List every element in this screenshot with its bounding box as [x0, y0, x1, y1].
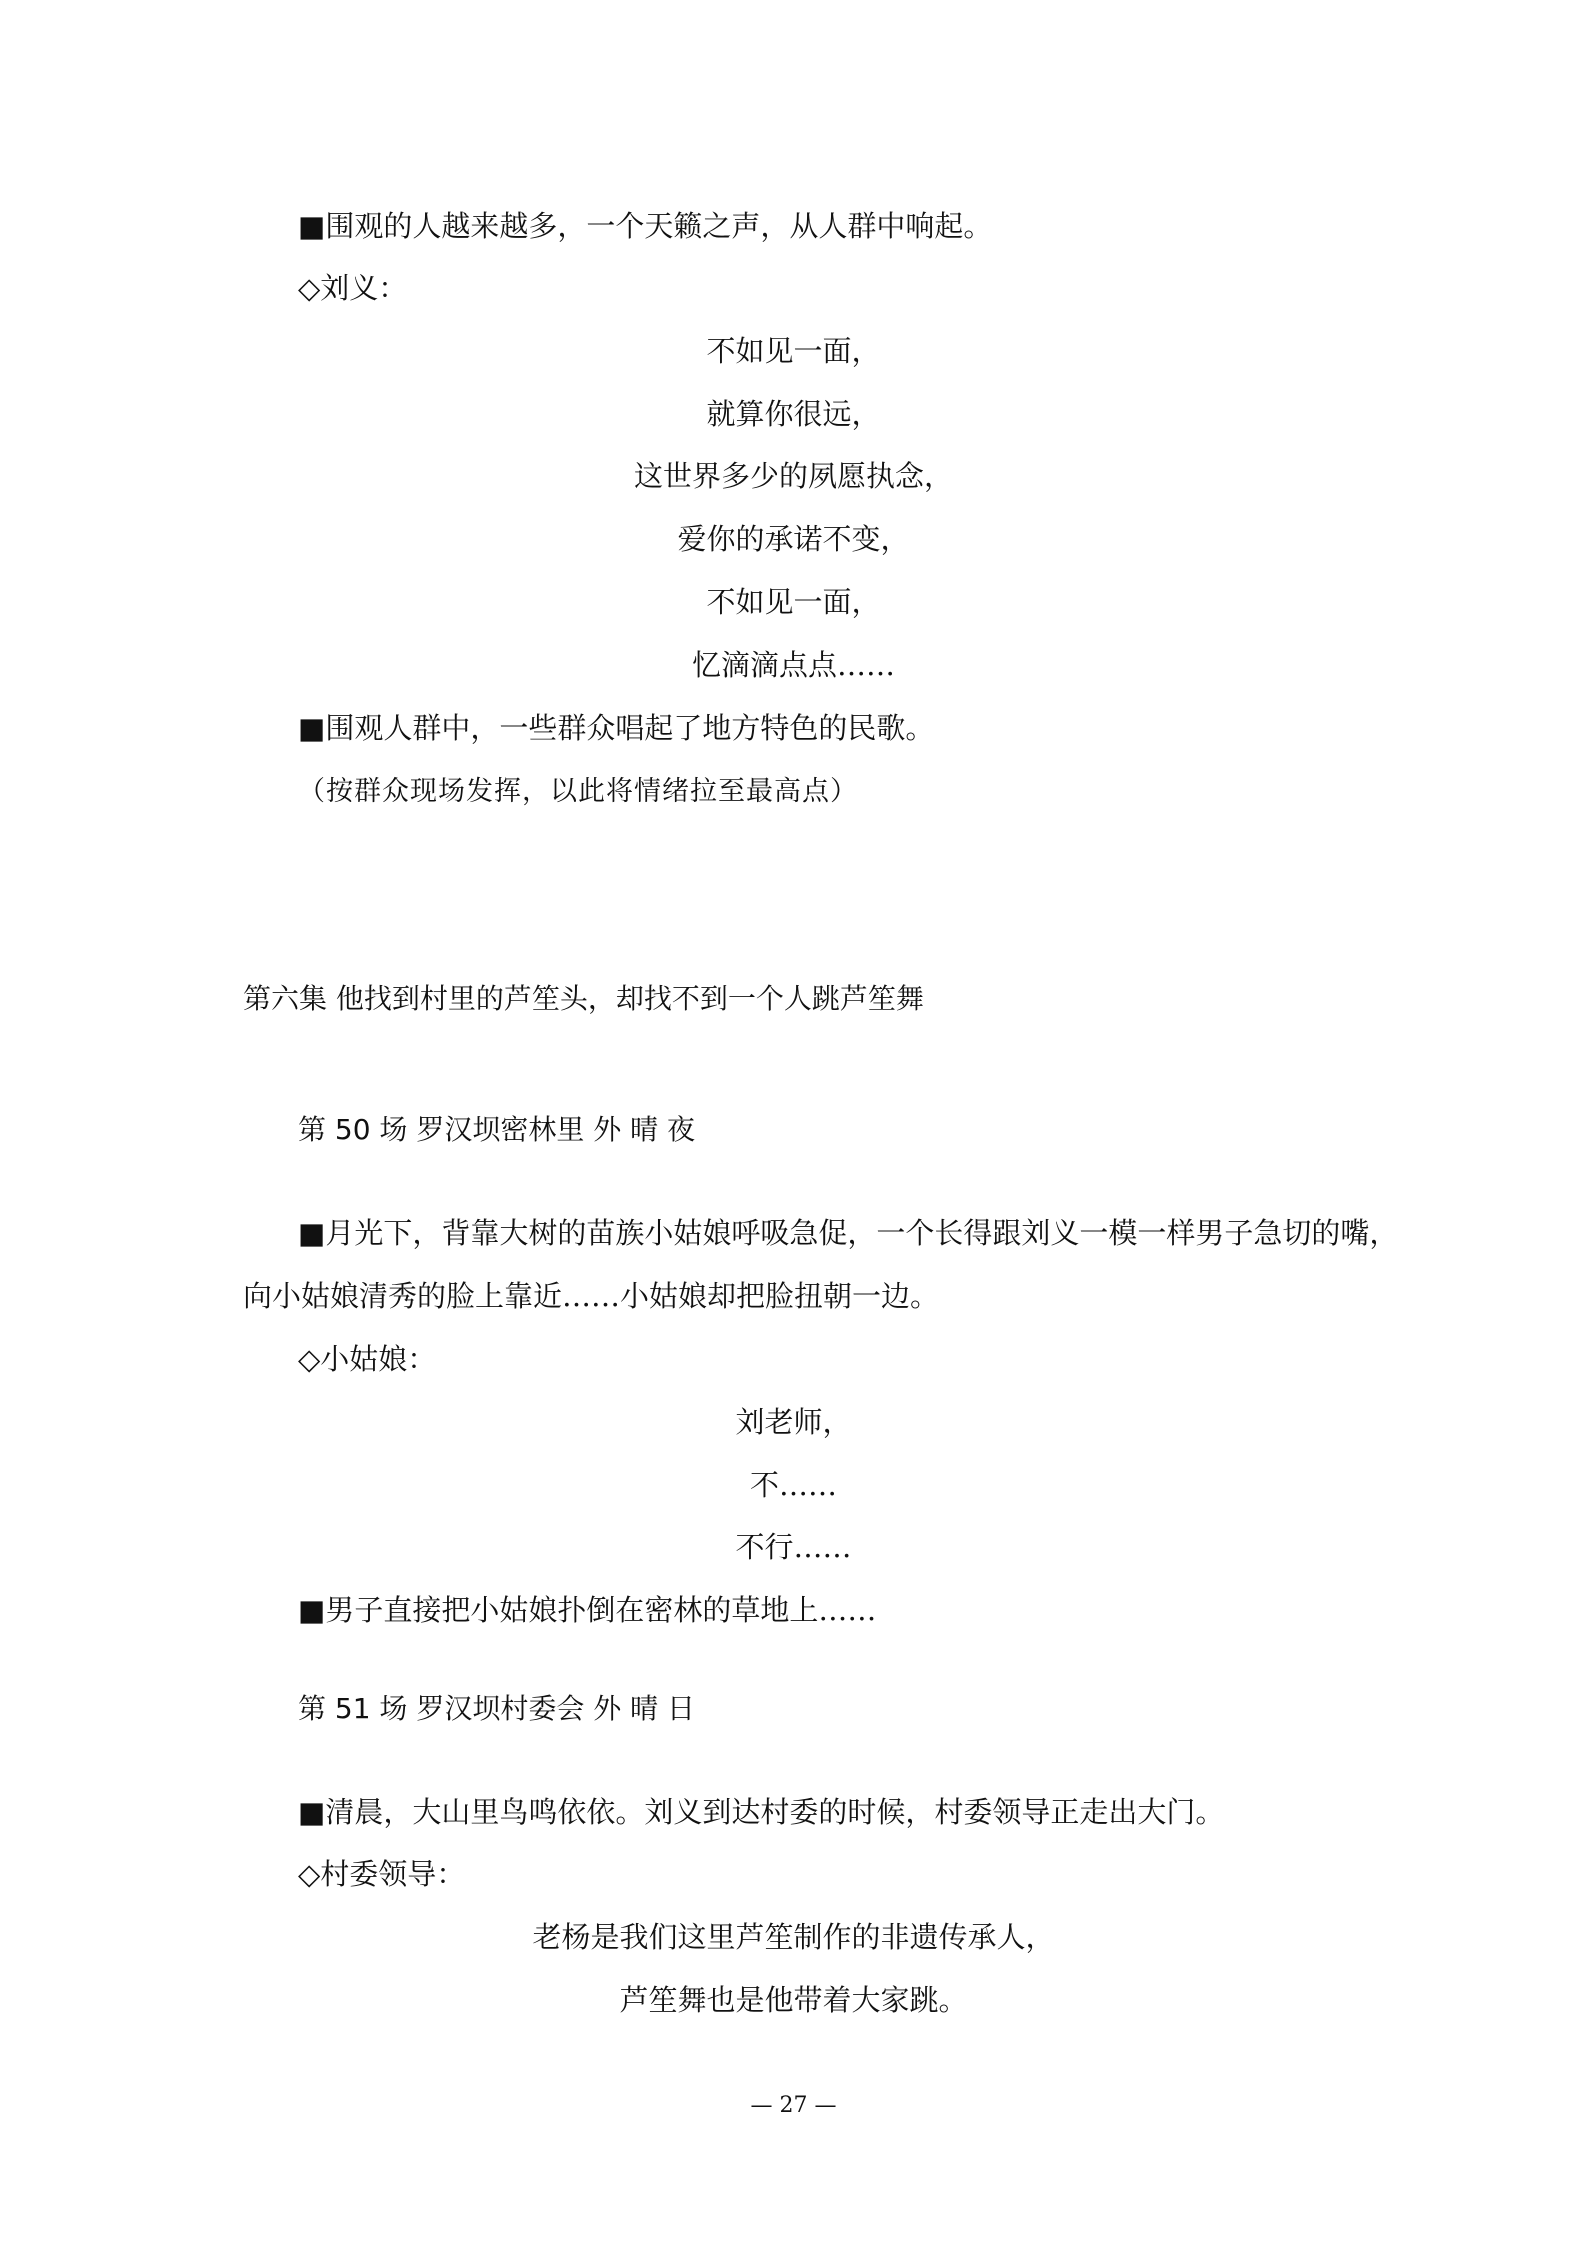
- action-line: ■围观的人越来越多，一个天籁之声，从人群中响起。: [298, 209, 993, 243]
- dialogue-line: 刘老师，: [735, 1405, 852, 1439]
- action-line: ■清晨，大山里鸟鸣依依。刘义到达村委的时候，村委领导正走出大门。: [298, 1795, 1225, 1829]
- speaker-line: ◇刘义：: [298, 271, 408, 305]
- song-line: 这世界多少的夙愿执念，: [633, 459, 953, 493]
- action-line: ■围观人群中，一些群众唱起了地方特色的民歌。: [298, 711, 935, 745]
- speaker-line: ◇小姑娘：: [298, 1342, 437, 1376]
- action-line: ■男子直接把小姑娘扑倒在密林的草地上……: [298, 1593, 877, 1627]
- episode-heading: 第六集 他找到村里的芦笙头，却找不到一个人跳芦笙舞: [243, 982, 924, 1015]
- stage-note: （按群众现场发挥，以此将情绪拉至最高点）: [298, 776, 858, 807]
- dialogue-line: 老杨是我们这里芦笙制作的非遗传承人，: [532, 1920, 1055, 1954]
- song-line: 忆滴滴点点……: [691, 648, 895, 682]
- speaker-line: ◇村委领导：: [298, 1857, 466, 1891]
- song-line: 不如见一面，: [706, 334, 881, 368]
- dialogue-line: 芦笙舞也是他带着大家跳。: [619, 1983, 968, 2017]
- song-line: 不如见一面，: [706, 585, 881, 619]
- scene-heading: 第 50 场 罗汉坝密林里 外 晴 夜: [298, 1113, 696, 1146]
- action-line: ■月光下，背靠大树的苗族小姑娘呼吸急促，一个长得跟刘义一模一样男子急切的嘴，: [298, 1216, 1399, 1250]
- dialogue-line: 不……: [749, 1468, 837, 1502]
- dialogue-line: 不行……: [735, 1530, 852, 1564]
- action-line-continued: 向小姑娘清秀的脸上靠近……小姑娘却把脸扭朝一边。: [243, 1279, 940, 1313]
- page-number: — 27 —: [750, 2093, 837, 2118]
- song-line: 爱你的承诺不变，: [677, 522, 910, 556]
- scene-heading: 第 51 场 罗汉坝村委会 外 晴 日: [298, 1692, 696, 1725]
- song-line: 就算你很远，: [706, 397, 881, 431]
